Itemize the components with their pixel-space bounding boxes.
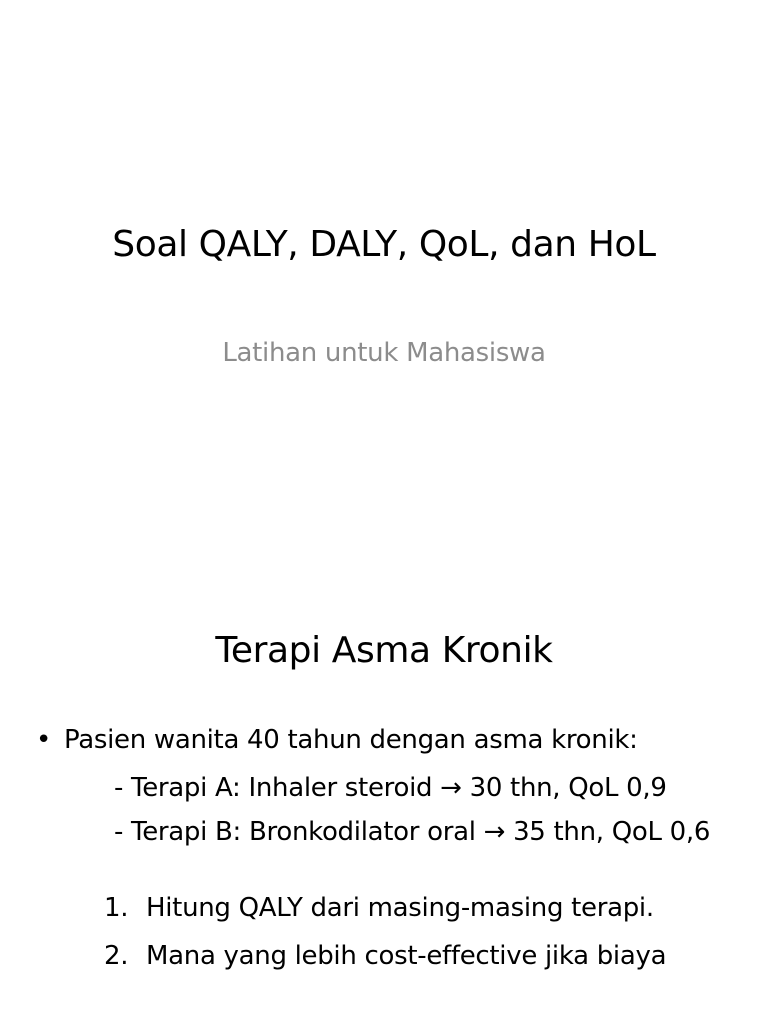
question-text: Mana yang lebih cost-effective jika biaya	[146, 941, 667, 971]
question-number: 2.	[104, 941, 129, 971]
therapy-b-line: - Terapi B: Bronkodilator oral → 35 thn, QoL 0,6	[114, 817, 711, 847]
content-slide-body	[36, 716, 736, 980]
content-slide-heading: Terapi Asma Kronik	[215, 630, 553, 671]
bullet-marker: •	[36, 725, 52, 755]
question-item	[36, 932, 736, 980]
question-text: Hitung QALY dari masing-masing terapi.	[146, 893, 654, 923]
question-item	[36, 884, 736, 932]
slide-title-heading: Soal QALY, DALY, QoL, dan HoL	[112, 224, 656, 265]
question-list	[36, 884, 736, 980]
slide-subtitle: Latihan untuk Mahasiswa	[222, 338, 546, 368]
bullet-item	[36, 716, 736, 764]
therapy-a-line: - Terapi A: Inhaler steroid → 30 thn, QoL 0,9	[114, 773, 667, 803]
question-number: 1.	[104, 893, 129, 923]
bullet-text: Pasien wanita 40 tahun dengan asma kronik:	[64, 725, 638, 755]
